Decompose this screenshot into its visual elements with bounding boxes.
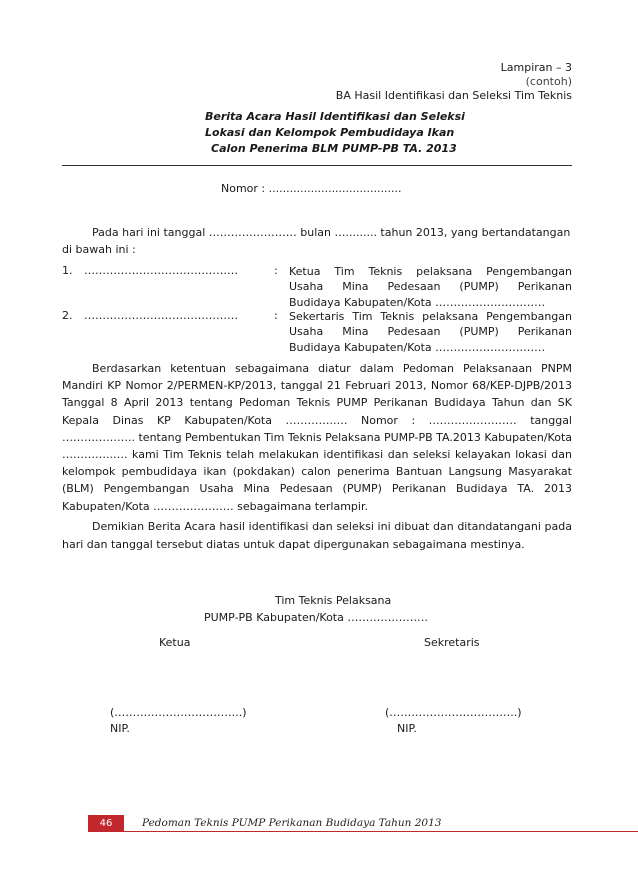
opening-line-2: di bawah ini : (62, 243, 136, 256)
sekretaris-nip: NIP. (397, 722, 417, 735)
body-line: Tanggal 8 April 2013 tentang Pedoman Teknis PUMP Perikanan Budidaya Tahun dan SK (62, 396, 572, 410)
title-line-2: Lokasi dan Kelompok Pembudidaya Ikan (205, 126, 455, 139)
opening-line-1: Pada hari ini tanggal …………………… bulan …......... tahun 2013, yang bertandatangan (92, 226, 571, 239)
body-line: …………..…. kami Tim Teknis telah melakukan identifikasi dan seleksi kelayakan lokasi dan (62, 448, 572, 462)
nomor-line: Nomor : ...................................... (221, 182, 402, 195)
contoh-label: (contoh) (525, 75, 572, 88)
title-line-3: Calon Penerima BLM PUMP-PB TA. 2013 (211, 142, 457, 155)
title-divider (62, 165, 572, 166)
ketua-nip: NIP. (110, 722, 130, 735)
member-1-role-line: Usaha Mina Pedesaan (PUMP) Perikanan (289, 280, 572, 294)
opening-paragraph (62, 224, 572, 258)
team-regency-line: PUMP-PB Kabupaten/Kota …………………. (204, 611, 428, 624)
member-1-number: 1. (62, 264, 73, 277)
body-line: (BLM) Pengembangan Usaha Mina Pedesaan (PUMP) Perikanan Budidaya TA. 2013 (62, 482, 572, 496)
body-line: Mandiri KP Nomor 2/PERMEN-KP/2013, tanggal 21 Februari 2013, Nomor 68/KEP-DJPB/2013 (62, 379, 572, 393)
member-2-role-line: Sekertaris Tim Teknis pelaksana Pengembangan (289, 310, 572, 323)
member-1-name-dots: …………………………………… (84, 264, 238, 277)
team-label: Tim Teknis Pelaksana (275, 594, 392, 607)
lampiran-label: Lampiran – 3 (500, 61, 572, 74)
page-number-badge: 46 (88, 815, 124, 832)
ketua-label: Ketua (159, 636, 191, 649)
closing-line: hari dan tanggal tersebut diatas untuk dapat dipergunakan sebagaimana mestinya. (62, 537, 525, 551)
closing-line: Demikian Berita Acara hasil identifikasi dan seleksi ini dibuat dan ditandatangani pada (92, 520, 572, 533)
title-line-1: Berita Acara Hasil Identifikasi dan Seleksi (205, 110, 465, 123)
footer-title: Pedoman Teknis PUMP Perikanan Budidaya Tahun 2013 (142, 817, 442, 829)
member-2-role-line: Usaha Mina Pedesaan (PUMP) Perikanan (289, 325, 572, 339)
body-line: Berdasarkan ketentuan sebagaimana diatur dalam Pedoman Pelaksanaan PNPM (92, 362, 572, 375)
ketua-signature-name: (……………………………..) (110, 706, 247, 719)
header-subtitle: BA Hasil Identifikasi dan Seleksi Tim Teknis (335, 89, 572, 102)
sekretaris-signature-name: (……………………………..) (385, 706, 522, 719)
member-1-role-line: Budidaya Kabupaten/Kota ………………………… (289, 295, 546, 309)
member-1-colon: : (274, 264, 278, 277)
member-2-role-line: Budidaya Kabupaten/Kota ………………………… (289, 340, 546, 354)
body-line: ……………….. tentang Pembentukan Tim Teknis Pelaksana PUMP-PB TA.2013 Kabupaten/Kota (62, 430, 572, 444)
member-2-role (289, 309, 572, 355)
body-line: Kabupaten/Kota …………………. sebagaimana terlampir. (62, 499, 368, 513)
member-2-name-dots: …………………………………… (84, 309, 238, 322)
member-2-colon: : (274, 309, 278, 322)
body-paragraph (62, 360, 572, 515)
member-1-role (289, 264, 572, 310)
footer-rule (124, 831, 638, 832)
closing-paragraph (62, 518, 572, 553)
body-line: kelompok pembudidaya ikan (pokdakan) calon penerima Bantuan Langsung Masyarakat (62, 465, 572, 479)
body-line: Kepala Dinas KP Kabupaten/Kota …………..… Nomor : …………………… tanggal (62, 413, 572, 427)
sekretaris-label: Sekretaris (424, 636, 480, 649)
member-2-number: 2. (62, 309, 73, 322)
member-1-role-line: Ketua Tim Teknis pelaksana Pengembangan (289, 265, 572, 278)
